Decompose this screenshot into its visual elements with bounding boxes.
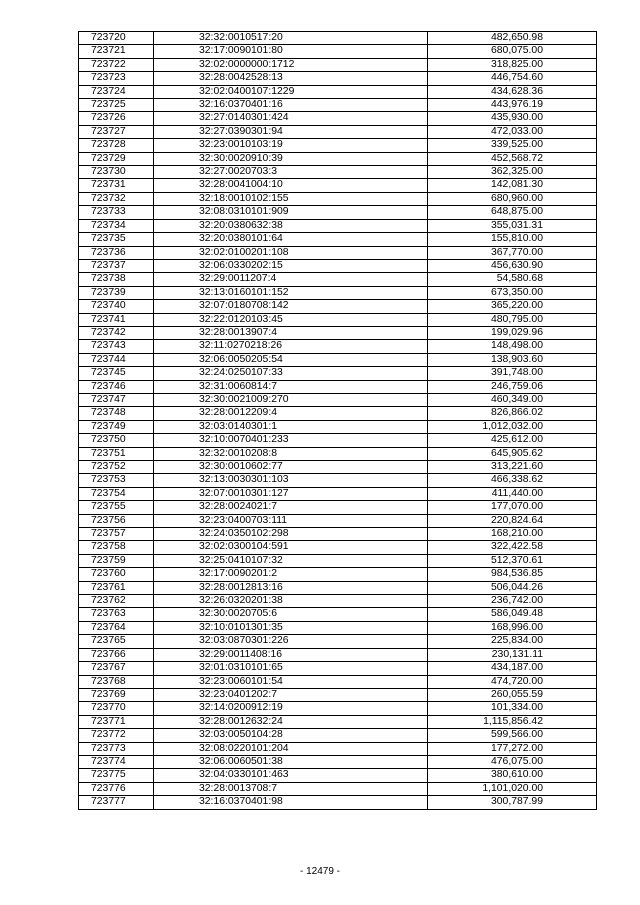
cadastral-number-cell: 32:17:0090201:2 <box>154 568 428 581</box>
amount-cell: 599,566.00 <box>428 729 597 742</box>
row-number-cell: 723741 <box>79 313 154 326</box>
amount-cell: 313,221.60 <box>428 461 597 474</box>
table-row <box>79 313 597 326</box>
row-number-cell: 723767 <box>79 662 154 675</box>
cadastral-number-cell: 32:29:0011207:4 <box>154 273 428 286</box>
cadastral-number-cell: 32:02:0000000:1712 <box>154 58 428 71</box>
amount-cell: 680,960.00 <box>428 192 597 205</box>
amount-cell: 260,055.59 <box>428 688 597 701</box>
row-number-cell: 723752 <box>79 461 154 474</box>
row-number-cell: 723747 <box>79 393 154 406</box>
table-row <box>79 514 597 527</box>
amount-cell: 435,930.00 <box>428 112 597 125</box>
table-row <box>79 192 597 205</box>
cadastral-number-cell: 32:13:0030301:103 <box>154 474 428 487</box>
amount-cell: 648,875.00 <box>428 206 597 219</box>
cadastral-number-cell: 32:23:0010103:19 <box>154 139 428 152</box>
amount-cell: 362,325.00 <box>428 166 597 179</box>
cadastral-number-cell: 32:25:0410107:32 <box>154 554 428 567</box>
cadastral-number-cell: 32:30:0010602:77 <box>154 461 428 474</box>
table-row <box>79 380 597 393</box>
table-row <box>79 595 597 608</box>
table-row <box>79 326 597 339</box>
row-number-cell: 723728 <box>79 139 154 152</box>
cadastral-number-cell: 32:28:0012209:4 <box>154 407 428 420</box>
registry-table <box>78 31 597 810</box>
cadastral-number-cell: 32:03:0140301:1 <box>154 420 428 433</box>
row-number-cell: 723773 <box>79 742 154 755</box>
cadastral-number-cell: 32:28:0013907:4 <box>154 326 428 339</box>
amount-cell: 476,075.00 <box>428 755 597 768</box>
table-row <box>79 367 597 380</box>
table-row <box>79 581 597 594</box>
table-row <box>79 702 597 715</box>
row-number-cell: 723731 <box>79 179 154 192</box>
row-number-cell: 723736 <box>79 246 154 259</box>
cadastral-number-cell: 32:20:0380632:38 <box>154 219 428 232</box>
cadastral-number-cell: 32:27:0020703:3 <box>154 166 428 179</box>
cadastral-number-cell: 32:17:0090101:80 <box>154 45 428 58</box>
page-number: - 12479 - <box>299 866 341 877</box>
cadastral-number-cell: 32:23:0401202:7 <box>154 688 428 701</box>
cadastral-number-cell: 32:24:0250107:33 <box>154 367 428 380</box>
amount-cell: 367,770.00 <box>428 246 597 259</box>
amount-cell: 220,824.64 <box>428 514 597 527</box>
amount-cell: 466,338.62 <box>428 474 597 487</box>
table-row <box>79 407 597 420</box>
table-row <box>79 273 597 286</box>
row-number-cell: 723776 <box>79 782 154 795</box>
table-row <box>79 393 597 406</box>
row-number-cell: 723758 <box>79 541 154 554</box>
row-number-cell: 723764 <box>79 621 154 634</box>
amount-cell: 168,996.00 <box>428 621 597 634</box>
table-row <box>79 447 597 460</box>
registry-table-body <box>79 32 597 810</box>
cadastral-number-cell: 32:30:0020910:39 <box>154 152 428 165</box>
amount-cell: 391,748.00 <box>428 367 597 380</box>
cadastral-number-cell: 32:13:0160101:152 <box>154 286 428 299</box>
amount-cell: 1,115,856.42 <box>428 715 597 728</box>
cadastral-number-cell: 32:16:0370401:98 <box>154 796 428 809</box>
amount-cell: 168,210.00 <box>428 528 597 541</box>
amount-cell: 411,440.00 <box>428 487 597 500</box>
row-number-cell: 723725 <box>79 99 154 112</box>
table-row <box>79 742 597 755</box>
table-row <box>79 648 597 661</box>
table-row <box>79 528 597 541</box>
amount-cell: 300,787.99 <box>428 796 597 809</box>
table-row <box>79 715 597 728</box>
cadastral-number-cell: 32:06:0330202:15 <box>154 259 428 272</box>
cadastral-number-cell: 32:10:0101301:35 <box>154 621 428 634</box>
amount-cell: 434,628.36 <box>428 85 597 98</box>
row-number-cell: 723765 <box>79 635 154 648</box>
row-number-cell: 723756 <box>79 514 154 527</box>
row-number-cell: 723753 <box>79 474 154 487</box>
cadastral-number-cell: 32:24:0350102:298 <box>154 528 428 541</box>
amount-cell: 434,187.00 <box>428 662 597 675</box>
row-number-cell: 723743 <box>79 340 154 353</box>
amount-cell: 177,070.00 <box>428 501 597 514</box>
table-row <box>79 340 597 353</box>
table-row <box>79 152 597 165</box>
table-row <box>79 769 597 782</box>
amount-cell: 826,866.02 <box>428 407 597 420</box>
row-number-cell: 723768 <box>79 675 154 688</box>
row-number-cell: 723775 <box>79 769 154 782</box>
row-number-cell: 723759 <box>79 554 154 567</box>
table-row <box>79 45 597 58</box>
row-number-cell: 723772 <box>79 729 154 742</box>
row-number-cell: 723751 <box>79 447 154 460</box>
table-row <box>79 675 597 688</box>
table-row <box>79 608 597 621</box>
table-row <box>79 474 597 487</box>
row-number-cell: 723735 <box>79 233 154 246</box>
row-number-cell: 723734 <box>79 219 154 232</box>
table-row <box>79 541 597 554</box>
row-number-cell: 723739 <box>79 286 154 299</box>
row-number-cell: 723732 <box>79 192 154 205</box>
amount-cell: 512,370.61 <box>428 554 597 567</box>
amount-cell: 318,825.00 <box>428 58 597 71</box>
cadastral-number-cell: 32:14:0200912:19 <box>154 702 428 715</box>
row-number-cell: 723749 <box>79 420 154 433</box>
table-row <box>79 434 597 447</box>
amount-cell: 586,049.48 <box>428 608 597 621</box>
cadastral-number-cell: 32:28:0013708:7 <box>154 782 428 795</box>
amount-cell: 446,754.60 <box>428 72 597 85</box>
table-row <box>79 32 597 45</box>
row-number-cell: 723763 <box>79 608 154 621</box>
table-row <box>79 796 597 809</box>
cadastral-number-cell: 32:02:0300104:591 <box>154 541 428 554</box>
amount-cell: 452,568.72 <box>428 152 597 165</box>
amount-cell: 472,033.00 <box>428 125 597 138</box>
amount-cell: 225,834.00 <box>428 635 597 648</box>
cadastral-number-cell: 32:06:0060501:38 <box>154 755 428 768</box>
row-number-cell: 723777 <box>79 796 154 809</box>
amount-cell: 506,044.26 <box>428 581 597 594</box>
row-number-cell: 723727 <box>79 125 154 138</box>
table-row <box>79 85 597 98</box>
row-number-cell: 723745 <box>79 367 154 380</box>
cadastral-number-cell: 32:16:0370401:16 <box>154 99 428 112</box>
table-row <box>79 259 597 272</box>
amount-cell: 443,976.19 <box>428 99 597 112</box>
table-row <box>79 246 597 259</box>
table-row <box>79 554 597 567</box>
cadastral-number-cell: 32:32:0010517:20 <box>154 32 428 45</box>
table-row <box>79 782 597 795</box>
table-row <box>79 755 597 768</box>
amount-cell: 482,650.98 <box>428 32 597 45</box>
row-number-cell: 723742 <box>79 326 154 339</box>
table-row <box>79 179 597 192</box>
amount-cell: 230,131.11 <box>428 648 597 661</box>
table-row <box>79 233 597 246</box>
cadastral-number-cell: 32:28:0024021:7 <box>154 501 428 514</box>
row-number-cell: 723761 <box>79 581 154 594</box>
table-row <box>79 662 597 675</box>
table-row <box>79 501 597 514</box>
row-number-cell: 723740 <box>79 300 154 313</box>
cadastral-number-cell: 32:02:0400107:1229 <box>154 85 428 98</box>
amount-cell: 142,081.30 <box>428 179 597 192</box>
cadastral-number-cell: 32:07:0010301:127 <box>154 487 428 500</box>
table-row <box>79 206 597 219</box>
cadastral-number-cell: 32:03:0870301:226 <box>154 635 428 648</box>
amount-cell: 680,075.00 <box>428 45 597 58</box>
amount-cell: 474,720.00 <box>428 675 597 688</box>
amount-cell: 456,630.90 <box>428 259 597 272</box>
row-number-cell: 723760 <box>79 568 154 581</box>
table-row <box>79 487 597 500</box>
row-number-cell: 723724 <box>79 85 154 98</box>
table-row <box>79 635 597 648</box>
row-number-cell: 723754 <box>79 487 154 500</box>
cadastral-number-cell: 32:20:0380101:64 <box>154 233 428 246</box>
row-number-cell: 723744 <box>79 353 154 366</box>
row-number-cell: 723738 <box>79 273 154 286</box>
cadastral-number-cell: 32:01:0310101:65 <box>154 662 428 675</box>
row-number-cell: 723723 <box>79 72 154 85</box>
table-row <box>79 420 597 433</box>
cadastral-number-cell: 32:06:0050205:54 <box>154 353 428 366</box>
table-row <box>79 353 597 366</box>
cadastral-number-cell: 32:04:0330101:463 <box>154 769 428 782</box>
row-number-cell: 723729 <box>79 152 154 165</box>
amount-cell: 673,350.00 <box>428 286 597 299</box>
amount-cell: 236,742.00 <box>428 595 597 608</box>
cadastral-number-cell: 32:30:0020705:6 <box>154 608 428 621</box>
cadastral-number-cell: 32:08:0310101:909 <box>154 206 428 219</box>
amount-cell: 460,349.00 <box>428 393 597 406</box>
amount-cell: 101,334.00 <box>428 702 597 715</box>
amount-cell: 199,029.96 <box>428 326 597 339</box>
row-number-cell: 723737 <box>79 259 154 272</box>
amount-cell: 365,220.00 <box>428 300 597 313</box>
row-number-cell: 723730 <box>79 166 154 179</box>
amount-cell: 155,810.00 <box>428 233 597 246</box>
table-row <box>79 58 597 71</box>
cadastral-number-cell: 32:07:0180708:142 <box>154 300 428 313</box>
amount-cell: 148,498.00 <box>428 340 597 353</box>
amount-cell: 1,012,032.00 <box>428 420 597 433</box>
table-row <box>79 166 597 179</box>
table-row <box>79 219 597 232</box>
cadastral-number-cell: 32:30:0021009:270 <box>154 393 428 406</box>
amount-cell: 645,905.62 <box>428 447 597 460</box>
cadastral-number-cell: 32:28:0012813:16 <box>154 581 428 594</box>
row-number-cell: 723757 <box>79 528 154 541</box>
amount-cell: 480,795.00 <box>428 313 597 326</box>
table-row <box>79 72 597 85</box>
cadastral-number-cell: 32:18:0010102:155 <box>154 192 428 205</box>
cadastral-number-cell: 32:02:0100201:108 <box>154 246 428 259</box>
cadastral-number-cell: 32:28:0041004:10 <box>154 179 428 192</box>
table-row <box>79 99 597 112</box>
amount-cell: 54,580.68 <box>428 273 597 286</box>
row-number-cell: 723770 <box>79 702 154 715</box>
row-number-cell: 723755 <box>79 501 154 514</box>
cadastral-number-cell: 32:03:0050104:28 <box>154 729 428 742</box>
row-number-cell: 723769 <box>79 688 154 701</box>
row-number-cell: 723762 <box>79 595 154 608</box>
amount-cell: 322,422.58 <box>428 541 597 554</box>
row-number-cell: 723750 <box>79 434 154 447</box>
row-number-cell: 723721 <box>79 45 154 58</box>
table-row <box>79 461 597 474</box>
cadastral-number-cell: 32:11:0270218:26 <box>154 340 428 353</box>
row-number-cell: 723733 <box>79 206 154 219</box>
amount-cell: 380,610.00 <box>428 769 597 782</box>
amount-cell: 425,612.00 <box>428 434 597 447</box>
amount-cell: 355,031.31 <box>428 219 597 232</box>
table-row <box>79 125 597 138</box>
table-row <box>79 300 597 313</box>
row-number-cell: 723722 <box>79 58 154 71</box>
table-row <box>79 729 597 742</box>
amount-cell: 138,903.60 <box>428 353 597 366</box>
row-number-cell: 723726 <box>79 112 154 125</box>
cadastral-number-cell: 32:22:0120103:45 <box>154 313 428 326</box>
row-number-cell: 723766 <box>79 648 154 661</box>
cadastral-number-cell: 32:28:0042528:13 <box>154 72 428 85</box>
table-row <box>79 286 597 299</box>
cadastral-number-cell: 32:28:0012632:24 <box>154 715 428 728</box>
amount-cell: 984,536.85 <box>428 568 597 581</box>
amount-cell: 177,272.00 <box>428 742 597 755</box>
table-row <box>79 112 597 125</box>
amount-cell: 339,525.00 <box>428 139 597 152</box>
cadastral-number-cell: 32:23:0400703:111 <box>154 514 428 527</box>
table-row <box>79 568 597 581</box>
cadastral-number-cell: 32:31:0060814:7 <box>154 380 428 393</box>
cadastral-number-cell: 32:08:0220101:204 <box>154 742 428 755</box>
cadastral-number-cell: 32:10:0070401:233 <box>154 434 428 447</box>
cadastral-number-cell: 32:26:0320201:38 <box>154 595 428 608</box>
row-number-cell: 723774 <box>79 755 154 768</box>
cadastral-number-cell: 32:32:0010208:8 <box>154 447 428 460</box>
cadastral-number-cell: 32:27:0140301:424 <box>154 112 428 125</box>
cadastral-number-cell: 32:29:0011408:16 <box>154 648 428 661</box>
row-number-cell: 723720 <box>79 32 154 45</box>
table-row <box>79 139 597 152</box>
table-row <box>79 688 597 701</box>
cadastral-number-cell: 32:23:0060101:54 <box>154 675 428 688</box>
cadastral-number-cell: 32:27:0390301:94 <box>154 125 428 138</box>
amount-cell: 1,101,020.00 <box>428 782 597 795</box>
amount-cell: 246,759.06 <box>428 380 597 393</box>
table-row <box>79 621 597 634</box>
row-number-cell: 723771 <box>79 715 154 728</box>
row-number-cell: 723748 <box>79 407 154 420</box>
row-number-cell: 723746 <box>79 380 154 393</box>
